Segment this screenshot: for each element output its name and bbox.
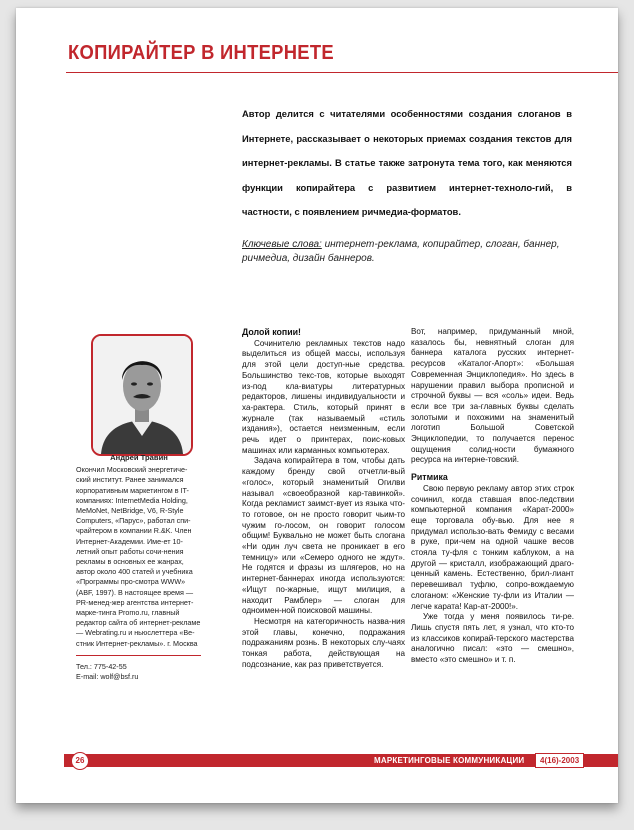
author-email: E-mail: wolf@bsf.ru (76, 672, 139, 682)
footer-section-label: МАРКЕТИНГОВЫЕ КОММУНИКАЦИИ (374, 756, 525, 765)
article-title: КОПИРАЙТЕР В ИНТЕРНЕТЕ (68, 42, 334, 64)
paragraph: Сочинителю рекламных текстов надо выделиться из общей массы, используя для этой цели доступ-ные средства. Большинство текс-тов, которые выходят из-под кла-виатуры литературных редакторов, лишены индивидуальности и ха-рактера. Стиль, который принят в журнале (так называемый «стиль издания»), остается неизменным, если речь идет о принтерах, поис-ковых машинах или карманных компьютерах. (242, 338, 405, 455)
text-column-1 (242, 327, 405, 671)
author-name: Андрей Травин (110, 453, 168, 462)
keywords-label: Ключевые слова: (242, 239, 322, 250)
title-divider (66, 72, 618, 73)
paragraph: Вот, например, придуманный мной, казалось бы, невнятный слоган для баннера каталога русских интернет-ресурсов «Каталог-Апорт»: «Большая Современная Энциклопедия». Но здесь в нарушении правил выбора прописной и строчной буквы — вся «соль» идеи. Ведь если все три за-главных буквы сделать золотыми и похожими на знаменитый логотип Большой Советской Энциклопедии, то получается перенос ощущения солид-ности бумажного ресурса на интерне-товский. (411, 327, 574, 465)
paragraph: Несмотря на категоричность назва-ния этой главы, конечно, подражания подражаниям рознь. В некоторых слу-чаях тонкая работа, действующая на подсознание, как раз приветствуется. (242, 616, 405, 669)
section-heading: Ритмика (411, 472, 448, 483)
bio-divider (76, 655, 201, 656)
author-bio: Окончил Московский энергетиче-ский институт. Ранее занимался корпоративным маркетингом в IT-компаниях: InternetMedia Holding, MeMoNet, NetBridge, V6, R-Style Computers, «Парус», работал спи-чрайтером в компании R.&K. Член Интернет-Академии. Име-ет 10-летний опыт работы сочи-нения рекламы в основных ее жанрах, автор около 400 статей и учебника «Программы про-смотра WWW» (ABF, 1997). В настоящее время — PR-менед-жер агентства интернет-маркe-тинга Promo.ru, главный редактор сайта об интернет-рекламе — Webrating.ru и ньюслеттера «Ве-стник Интернет-рекламы». г. Москва (76, 465, 201, 648)
section-heading: Долой копии! (242, 327, 301, 337)
keywords-text: интернет-реклама, копирайтер, слоган, баннер, ричмедиа, дизайн баннеров. (242, 239, 560, 264)
paragraph: Свою первую рекламу автор этих строк сочинил, когда ставшая впос-ледствии компьютерной компания «Карат-2000» еще торговала обу-вью. Для нее я придумал использо-вать Фемиду с весами в руке, при-чем на одной чашке весов стояла ту-фля с тонким каблуком, а на другой — кристалл, изображающий драго-ценный камень. Естественно, брил-лиант перевешивал туфлю, сопро-вождаемую слоганом: «Женские ту-фли из Италии — легче карата! Кар-ат-2000!». (411, 483, 574, 611)
keywords (242, 238, 572, 266)
paragraph: Задача копирайтера в том, чтобы дать каждому бренду свой отчетли-вый «голос», который знаменитый Огилви называл «своеобразной кар-тавинкой». Когда рекламист заимст-вует из языка что-то готовое, он не просто говорит чьим-то чужим го-лосом, он говорит голосом общим! Буквально не может быть слогана «Ни один луч света не проникает в его темницу» или «Семеро одного не ждут». Не годятся и фразы из шлягеров, но на интернет-баннерах иногда используются: «Ищут по-жарные, ищут милиция, а находит Рамблер» — слоган для одноимен-ной поисковой машины. (242, 456, 405, 616)
magazine-page (16, 8, 618, 803)
page-number: 26 (71, 752, 89, 770)
paragraph: Уже тогда у меня появилось ти-ре. Лишь спустя пять лет, я узнал, что кто-то из классиков копирай-терского мастерства аналогично писал: «это — смешно», вместо «это смешно» и т. п. (411, 612, 574, 665)
footer-issue: 4(16)-2003 (535, 753, 584, 768)
article-abstract: Автор делится с читателями особенностями создания слоганов в Интернете, рассказывает о некоторых приемах создания текстов для интернет-рекламы. В статье также затронута тема того, как меняются функции копирайтера с развитием интернет-техноло-гий, в частности, с появлением ричмедиа-форматов. (242, 108, 572, 217)
author-bio-block (76, 453, 202, 682)
text-column-2 (411, 327, 574, 666)
author-photo (91, 334, 193, 456)
author-phone: Тел.: 775-42-55 (76, 661, 127, 671)
